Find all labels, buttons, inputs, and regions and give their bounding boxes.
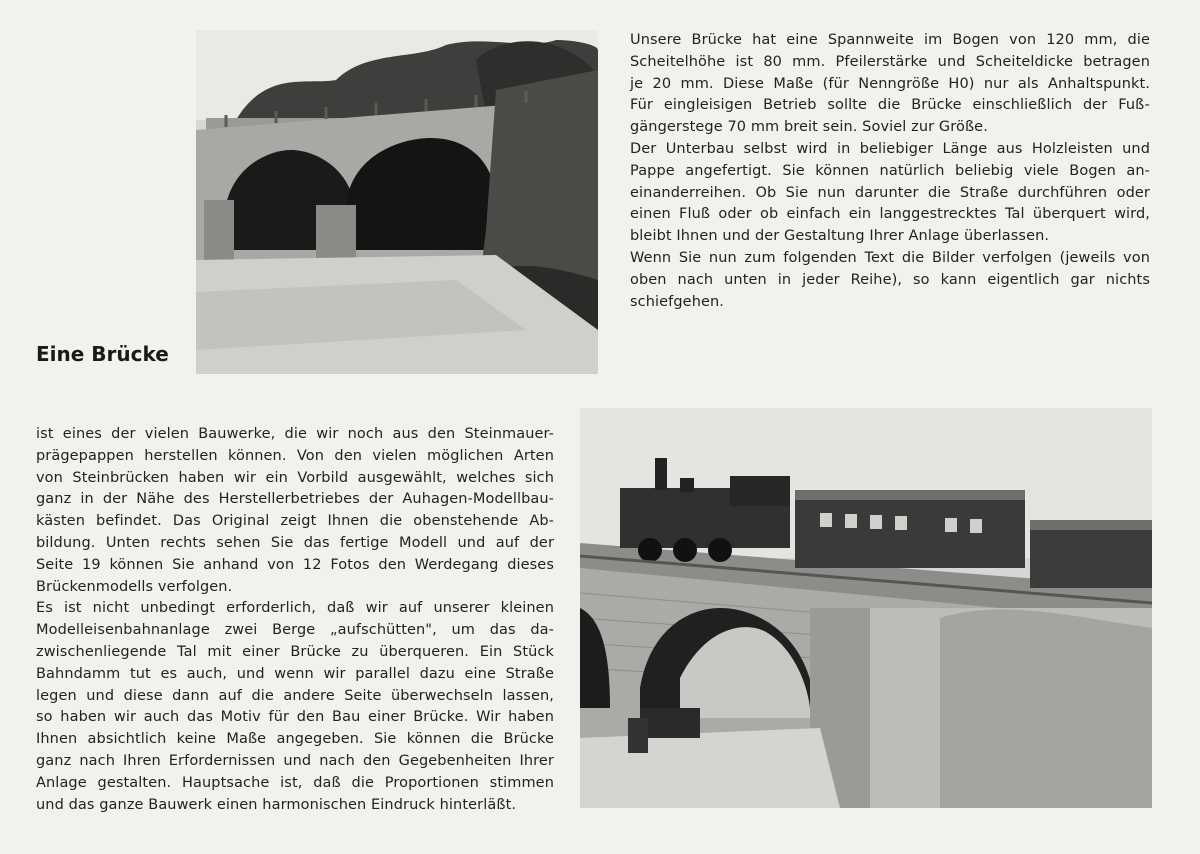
text-line: Unsere Brücke hat eine Spannweite im Bogen von 120 mm, die xyxy=(630,32,1150,48)
text-line: so haben wir auch das Motiv für den Bau einer Brücke. Wir haben xyxy=(36,709,554,726)
text-line: gängerstege 70 mm breit sein. Soviel zur Größe. xyxy=(630,119,988,136)
text-line: prägepappen herstellen können. Von den vielen möglichen Arten xyxy=(36,447,554,464)
bridge-photo-image xyxy=(196,30,598,374)
text-line: Es ist nicht unbedingt erforderlich, daß wir auf unserer kleinen xyxy=(36,600,554,617)
text-line: einanderreihen. Ob Sie nun darunter die Straße durchführen oder xyxy=(630,184,1150,201)
text-line: kästen befindet. Das Original zeigt Ihnen die obenstehende Ab- xyxy=(36,513,554,530)
photo-original-bridge xyxy=(196,30,598,374)
text-line: bleibt Ihnen und der Gestaltung Ihrer Anlage überlassen. xyxy=(630,228,1050,245)
text-line: oben nach unten in jeder Reihe), so kann eigentlich gar nichts xyxy=(630,271,1150,288)
text-line: Scheitelhöhe ist 80 mm. Pfeilerstärke und Scheiteldicke betragen xyxy=(630,53,1150,70)
photo-model-bridge xyxy=(580,408,1152,808)
text-line: Bahndamm tut es auch, und wenn wir parallel dazu eine Straße xyxy=(36,665,554,682)
text-line: legen und diese dann auf die andere Seite überwechseln lassen, xyxy=(36,687,554,704)
text-line: Ihnen absichtlich keine Maße angegeben. Sie können die Brücke xyxy=(36,731,554,748)
text-line: je 20 mm. Diese Maße (für Nenngröße H0) nur als Anhaltspunkt. xyxy=(630,75,1150,92)
body-paragraph xyxy=(36,424,554,816)
text-line: zwischenliegende Tal mit einer Brücke zu überqueren. Ein Stück xyxy=(36,643,554,660)
intro-paragraph xyxy=(630,30,1150,313)
text-line: von Steinbrücken haben wir ein Vorbild ausgewählt, welches sich xyxy=(36,469,554,486)
model-photo-image xyxy=(580,408,1152,808)
text-line: ist eines der vielen Bauwerke, die wir noch aus den Steinmauer- xyxy=(36,426,554,442)
text-line: Für eingleisigen Betrieb sollte die Brücke einschließlich der Fuß- xyxy=(630,97,1150,114)
text-line: Pappe angefertigt. Sie können natürlich beliebig viele Bogen an- xyxy=(630,162,1150,179)
page-title: Eine Brücke xyxy=(36,342,169,366)
text-line: Modelleisenbahnanlage zwei Berge „aufschütten", um das da- xyxy=(36,622,554,639)
text-line: ganz in der Nähe des Herstellerbetriebes der Auhagen-Modellbau- xyxy=(36,491,554,508)
text-line: Wenn Sie nun zum folgenden Text die Bilder verfolgen (jeweils von xyxy=(630,249,1150,266)
text-line: bildung. Unten rechts sehen Sie das fertige Modell und auf der xyxy=(36,534,554,551)
text-line: ganz nach Ihren Erfordernissen und nach den Gegebenheiten Ihrer xyxy=(36,752,554,769)
text-line: Anlage gestalten. Hauptsache ist, daß die Proportionen stimmen xyxy=(36,774,554,791)
text-line: Brückenmodells verfolgen. xyxy=(36,578,233,595)
text-line: Der Unterbau selbst wird in beliebiger Länge aus Holzleisten und xyxy=(630,140,1150,157)
text-line: Seite 19 können Sie anhand von 12 Fotos den Werdegang dieses xyxy=(36,556,554,573)
text-line: schiefgehen. xyxy=(630,293,725,310)
text-line: einen Fluß oder ob einfach ein langgestrecktes Tal überquert wird, xyxy=(630,206,1150,223)
text-line: und das ganze Bauwerk einen harmonischen Eindruck hinterläßt. xyxy=(36,796,517,813)
